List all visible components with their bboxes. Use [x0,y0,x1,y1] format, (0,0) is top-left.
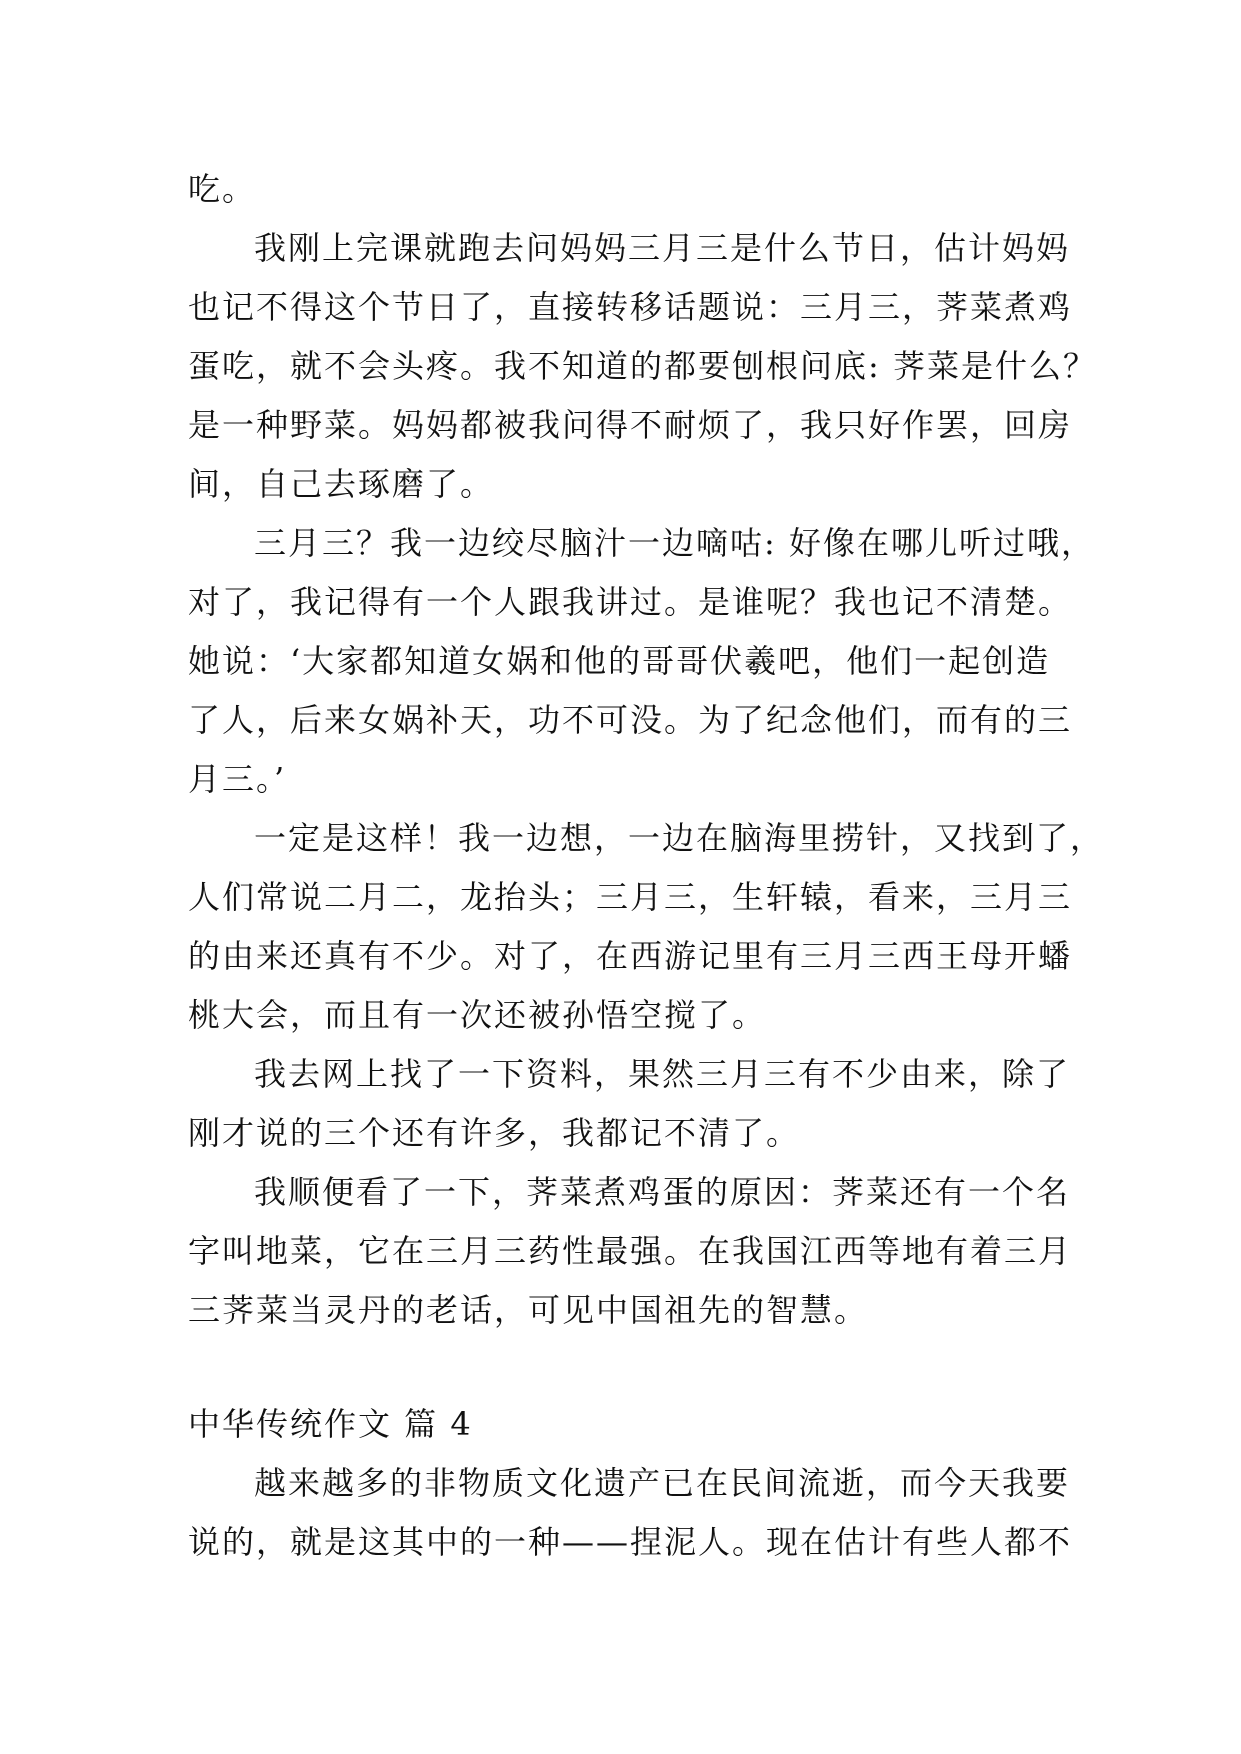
document-body [188,160,1105,1572]
text-line: 蛋吃，就不会头疼。我不知道的都要刨根问底: 荠菜是什么？ [188,347,1097,385]
text-line: 月三。’ [188,760,287,798]
section-heading: 中华传统作文 篇 4 [188,1405,473,1443]
paragraph-start: 我刚上完课就跑去问妈妈三月三是什么节日，估计妈妈 [254,229,1071,267]
text-line: 刚才说的三个还有许多，我都记不清了。 [188,1114,801,1152]
text-line: 字叫地菜，它在三月三药性最强。在我国江西等地有着三月 [188,1232,1073,1270]
paragraph-start: 三月三？我一边绞尽脑汁一边嘀咕: 好像在哪儿听过哦， [254,524,1095,562]
text-line: 的由来还真有不少。对了，在西游记里有三月三西王母开蟠 [188,937,1073,975]
text-line: 是一种野菜。妈妈都被我问得不耐烦了，我只好作罢，回房 [188,406,1073,444]
text-line: 说的，就是这其中的一种——捏泥人。现在估计有些人都不 [188,1523,1073,1561]
paragraph-start: 我顺便看了一下，荠菜煮鸡蛋的原因：荠菜还有一个名 [254,1173,1071,1211]
paragraph-start: 我去网上找了一下资料，果然三月三有不少由来，除了 [254,1055,1071,1093]
text-line: 吃。 [188,170,257,208]
text-line: 间，自己去琢磨了。 [188,465,495,503]
text-line: 了人，后来女娲补天，功不可没。为了纪念他们，而有的三 [188,701,1073,739]
text-line: 人们常说二月二，龙抬头；三月三，生轩辕，看来，三月三 [188,878,1073,916]
text-line: 对了，我记得有一个人跟我讲过。是谁呢？我也记不清楚。 [188,583,1073,621]
paragraph-start: 越来越多的非物质文化遗产已在民间流逝，而今天我要 [254,1464,1071,1502]
text-line: 三荠菜当灵丹的老话，可见中国祖先的智慧。 [188,1291,869,1329]
text-line: 桃大会，而且有一次还被孙悟空搅了。 [188,996,767,1034]
text-line: 也记不得这个节日了，直接转移话题说：三月三，荠菜煮鸡 [188,288,1073,326]
text-line: 她说：‘大家都知道女娲和他的哥哥伏羲吧，他们一起创造 [188,642,1051,680]
paragraph-start: 一定是这样！我一边想，一边在脑海里捞针，又找到了， [254,819,1105,857]
section-gap [188,1340,1068,1395]
